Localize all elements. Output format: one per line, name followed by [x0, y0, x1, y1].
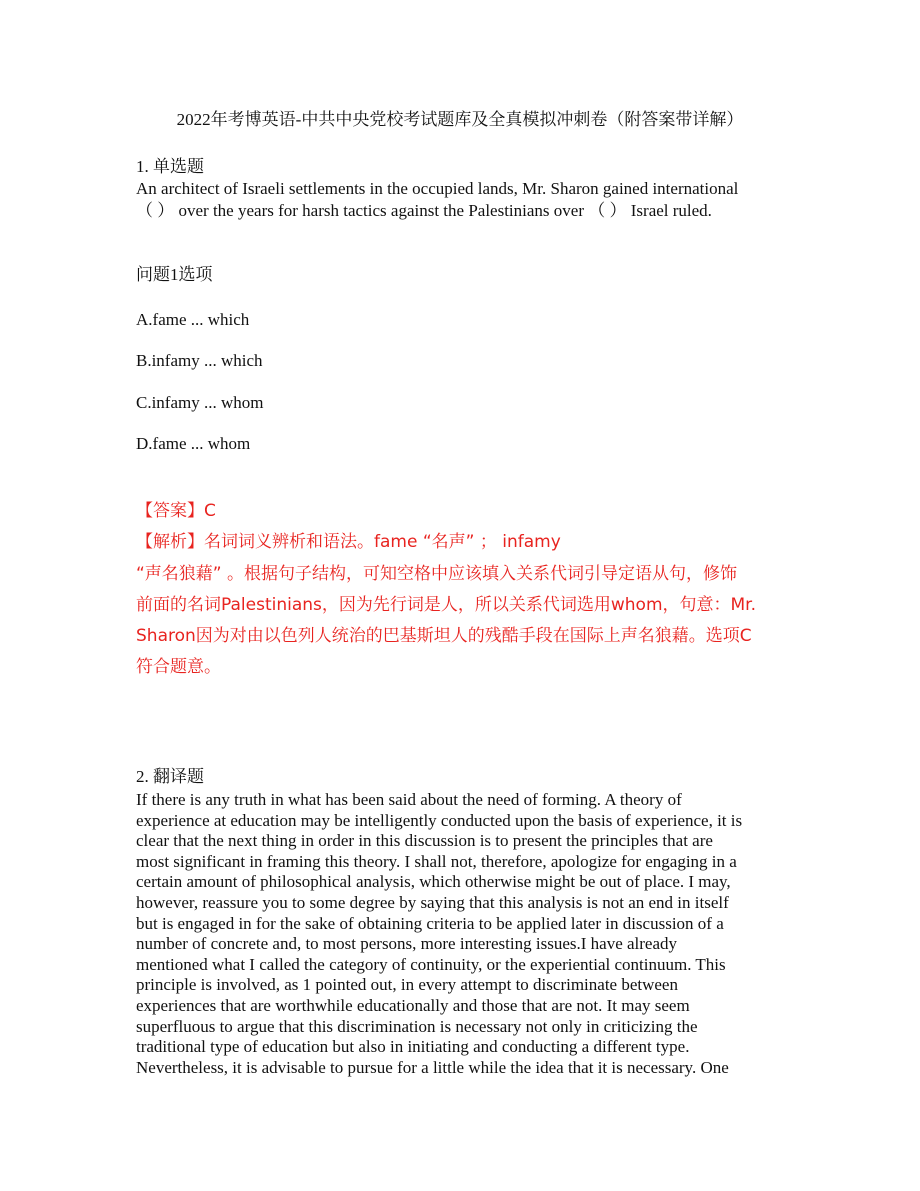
- explanation-line: “声名狼藉” 。根据句子结构，可知空格中应该填入关系代词引导定语从句，修饰: [136, 564, 738, 584]
- passage-line: superfluous to argue that this discrimination is necessary not only in criticizing the: [136, 1016, 698, 1036]
- passage-line: principle is involved, as 1 pointed out, in every attempt to discriminate between: [136, 975, 678, 995]
- explanation-line: 符合题意。: [136, 657, 221, 677]
- passage-line: experiences that are worthwhile educationally and those that are not. It may seem: [136, 995, 690, 1015]
- document-title: 2022年考博英语-中共中央党校考试题库及全真模拟冲刺卷（附答案带详解）: [176, 110, 744, 129]
- answer-line: 【答案】C: [136, 501, 216, 521]
- explanation-line: 前面的名词Palestinians，因为先行词是人，所以关系代词选用whom，句意：Mr.: [136, 595, 757, 615]
- passage-line: however, reassure you to some degree by saying that this analysis is not an end in itself: [136, 892, 729, 912]
- passage-line: number of concrete and, to most persons, more interesting issues.I have already: [136, 934, 678, 954]
- option-b: B.infamy ... which: [136, 351, 263, 370]
- question-2-number: 2. 翻译题: [136, 767, 204, 786]
- question-1-options-title: 问题1选项: [136, 265, 213, 284]
- passage-line: traditional type of education but also in initiating and conducting a different type.: [136, 1037, 690, 1057]
- passage-line: If there is any truth in what has been said about the need of forming. A theory of: [136, 790, 682, 809]
- passage-line: certain amount of philosophical analysis, which otherwise might be out of place. I may,: [136, 872, 731, 892]
- passage-line: mentioned what I called the category of continuity, or the experiential continuum. This: [136, 954, 726, 974]
- explanation-line: Sharon因为对由以色列人统治的巴基斯坦人的残酷手段在国际上声名狼藉。选项C: [136, 626, 752, 646]
- passage-line: most significant in framing this theory. I shall not, therefore, apologize for engaging in a: [136, 851, 737, 871]
- passage-line: Nevertheless, it is advisable to pursue for a little while the idea that it is necessary. One: [136, 1057, 729, 1077]
- explanation-line: 【解析】名词词义辨析和语法。fame “名声” ； infamy: [136, 532, 561, 552]
- passage-line: experience at education may be intelligently conducted upon the basis of experience, it is: [136, 810, 743, 830]
- passage-line: clear that the next thing in order in this discussion is to present the principles that are: [136, 831, 713, 851]
- passage-line: but is engaged in for the sake of obtaining criteria to be applied later in discussion of a: [136, 913, 724, 933]
- option-a: A.fame ... which: [136, 310, 250, 329]
- option-d: D.fame ... whom: [136, 434, 251, 453]
- translation-passage: [136, 790, 796, 1078]
- question-1-stem-line-2: （ ） over the years for harsh tactics against the Palestinians over （ ） Israel ruled.: [136, 201, 712, 220]
- question-1-number: 1. 单选题: [136, 157, 204, 176]
- option-c: C.infamy ... whom: [136, 393, 264, 412]
- question-1-stem-line-1: An architect of Israeli settlements in the occupied lands, Mr. Sharon gained international: [136, 179, 739, 198]
